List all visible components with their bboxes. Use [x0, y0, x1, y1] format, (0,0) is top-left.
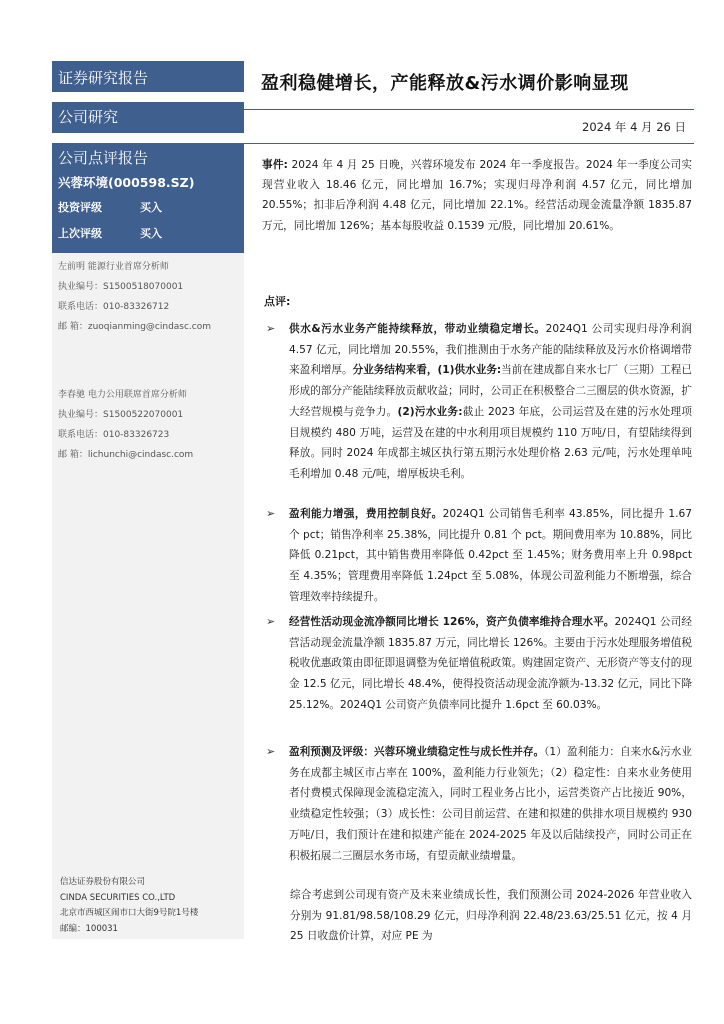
analyst-email: 邮 箱：zuoqianming@cindasc.com [58, 322, 212, 332]
event-paragraph [262, 155, 692, 236]
analyst-email: 邮 箱：lichunchi@cindasc.com [58, 450, 194, 460]
analyst-1 [52, 253, 244, 341]
bullet-subheading: (2)污水业务: [397, 405, 463, 418]
report-category-label: 公司研究 [52, 102, 244, 133]
event-label: 事件: [262, 159, 288, 171]
bullet-subheading: 分业务结构来看，(1)供水业务: [352, 364, 502, 377]
company-info [60, 875, 198, 937]
analyst-phone: 联系电话：010-83326723 [58, 430, 170, 440]
analyst-license: 执业编号：S1500522070001 [58, 410, 184, 420]
sidebar [52, 61, 244, 939]
investment-rating [52, 191, 244, 223]
report-date: 2024 年 4 月 26 日 [582, 120, 686, 134]
company-name-en: CINDA SECURITIES CO.,LTD [60, 892, 176, 903]
event-text: 2024 年 4 月 25 日晚，兴蓉环境发布 2024 年一季度报告。2024 年一季度公司实现营业收入 18.46 亿元，同比增加 16.7%；实现归母净利润 4.57 亿元，同比增加 20.55%；扣非后净利润 4.48 亿元，同比增加 22.1%。经营活动现金流量净额 1835.87 万元，同比增加 126%；基本每股收益 0.1539 元/股，同比增加 20.61%。 [262, 159, 692, 232]
analyst-phone: 联系电话：010-83326712 [58, 302, 170, 312]
previous-rating [52, 223, 244, 253]
date-divider [244, 143, 694, 144]
rating-value: 买入 [140, 201, 162, 214]
company-address: 北京市西城区闹市口大街9号院1号楼 [60, 908, 199, 918]
company-name-cn: 信达证券股份有限公司 [60, 877, 146, 887]
bullet-supply-sewage [266, 319, 692, 485]
bullet-cashflow [266, 612, 692, 716]
stock-name: 兴蓉环境(000598.SZ) [52, 169, 244, 191]
final-paragraph: 综合考虑到公司现有资产及未来业绩成长性，我们预测公司 2024-2026 年营业收入分别为 91.81/98.58/108.29 亿元，归母净利润 22.48/23.63/25.51 亿元，按 4 月 25 日收盘价计算，对应 PE 为 [290, 889, 692, 943]
report-type-label: 证券研究报告 [52, 61, 244, 92]
header-divider [244, 109, 694, 110]
bullet-heading: 供水&污水业务产能持续释放，带动业绩稳定增长。 [289, 323, 546, 335]
sidebar-fill [52, 469, 244, 939]
sidebar-spacer [52, 341, 244, 381]
prev-rating-value: 买入 [140, 227, 162, 240]
bullet-heading: 经营性活动现金流净额同比增长 126%，资产负债率维持合理水平。 [289, 616, 615, 628]
bullet-heading: 盈利预测及评级：兴蓉环境业绩稳定性与成长性并存。 [289, 746, 545, 758]
arrow-bullet-icon: ➢ [266, 615, 276, 628]
rating-label: 投资评级 [58, 201, 102, 214]
analyst-name-title: 左前明 能源行业首席分析师 [58, 262, 169, 272]
analyst-2 [52, 381, 244, 469]
bullet-heading: 盈利能力增强，费用控制良好。 [289, 508, 443, 520]
arrow-bullet-icon: ➢ [266, 507, 276, 520]
comment-title: 点评: [264, 295, 291, 308]
prev-rating-label: 上次评级 [58, 227, 102, 240]
bullet-text: 2024Q1 公司销售毛利率 43.85%，同比提升 1.67 个 pct；销售净利率 25.38%，同比提升 0.81 个 pct。期间费用率为 10.88%，同比降低 0.21pct，其中销售费用率降低 0.42pct 至 1.45%；财务费用率上升 0.98pct 至 4.35%；管理费用率降低 1.24pct 至 5.08%，体现公司盈利能力不断增强，综合管理效率持续提升。 [289, 508, 693, 603]
bullet-text: 截止 2023 年底，公司运营及在建的污水处理项目规模约 480 万吨，运营及在建的中水利用项目规模约 110 万吨/日，有望陆续得到释放。同时 2024 年成都主城区执行第五期污水处理价格 2.63 元/吨，污水处理单吨毛利增加 0.48 元/吨，增厚板块毛利。 [289, 405, 692, 480]
arrow-bullet-icon: ➢ [266, 322, 276, 335]
bullet-text: 当前在建成都自来水七厂（三期）工程已形成的部分产能陆续释放贡献收益；同时，公司正在积极整合二三圈层的供水资源，扩大经营规模与竞争力。 [289, 364, 693, 418]
company-postcode: 邮编：100031 [60, 923, 118, 934]
bullet-text: 2024Q1 公司经营活动现金流量净额 1835.87 万元，同比增长 126%。主要由于污水处理服务增值税税收优惠政策由即征即退调整为免征增值税政策。购建固定资产、无形资产等支付的现金 12.5 亿元，同比增长 48.4%，使得投资活动现金流净额为-13.32 亿元，同比下降 25.12%。2024Q1 公司资产负债率同比提升 1.6pct 至 60.03%。 [289, 616, 693, 711]
report-headline: 盈利稳健增长，产能释放&污水调价影响显现 [261, 73, 629, 94]
analyst-name-title: 李春驰 电力公用联席首席分析师 [58, 390, 187, 400]
bullet-forecast [266, 742, 692, 866]
bullet-profitability [266, 504, 692, 608]
arrow-bullet-icon: ➢ [266, 745, 276, 758]
analyst-license: 执业编号：S1500518070001 [58, 282, 184, 292]
report-subtype-label: 公司点评报告 [52, 143, 244, 169]
bullet-text: 2024Q1 公司实现归母净利润 4.57 亿元，同比增加 20.55%，我们推测由于水务产能的陆续释放及污水价格调增带来盈利增厚。 [289, 323, 692, 377]
bullet-text: （1）盈利能力：自来水&污水业务在成都主城区市占率在 100%，盈利能力行业领先；（2）稳定性：自来水业务使用者付费模式保障现金流稳定流入，同时工程业务占比小，运营类资产占比接近 90%，业绩稳定性较强；（3）成长性：公司目前运营、在建和拟建的供排水项目规模约 930 万吨/日，我们预计在建和拟建产能在 2024-2025 年及以后陆续投产，同时公司正在积极拓展二三圈层水务市场，有望贡献业绩增量。 [289, 746, 693, 862]
